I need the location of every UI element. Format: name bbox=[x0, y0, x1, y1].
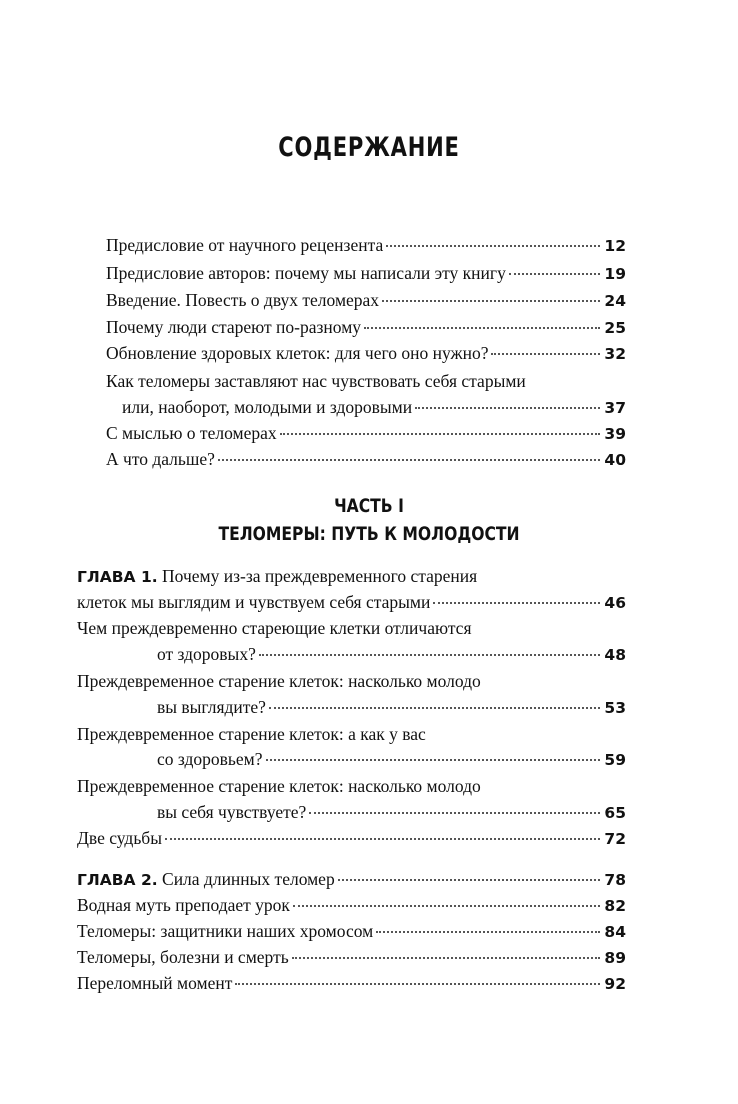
toc-page-number: 72 bbox=[604, 830, 626, 848]
toc-entry-text: Предисловие от научного рецензента bbox=[106, 235, 384, 255]
toc-page-number: 46 bbox=[604, 594, 626, 612]
part-title: ТЕЛОМЕРЫ: ПУТЬ К МОЛОДОСТИ bbox=[218, 523, 520, 545]
toc-entry[interactable] bbox=[106, 448, 626, 471]
toc-entry-text: вы себя чувствуете? bbox=[157, 802, 307, 822]
toc-entry[interactable] bbox=[77, 827, 626, 850]
dot-leader bbox=[293, 905, 601, 907]
toc-entry-text: А что дальше? bbox=[106, 449, 215, 469]
dot-leader bbox=[386, 245, 600, 247]
chapter-title: Сила длинных теломер bbox=[162, 869, 335, 889]
toc-page-number: 40 bbox=[604, 451, 626, 469]
toc-entry[interactable] bbox=[106, 234, 626, 257]
chapter-heading[interactable] bbox=[77, 868, 626, 891]
dot-leader bbox=[259, 654, 601, 656]
toc-entry-text: Теломеры: защитники наших хромосом bbox=[77, 921, 374, 941]
toc-entry-text: Преждевременное старение клеток: насколько молодо bbox=[77, 776, 481, 796]
toc-page-number: 84 bbox=[604, 923, 626, 941]
toc-page-number: 24 bbox=[604, 292, 626, 310]
toc-page-number: 32 bbox=[604, 345, 626, 363]
dot-leader bbox=[280, 433, 601, 435]
dot-leader bbox=[382, 300, 600, 302]
toc-page-number: 12 bbox=[604, 237, 626, 255]
toc-page-number: 37 bbox=[604, 399, 626, 417]
dot-leader bbox=[491, 353, 600, 355]
dot-leader bbox=[235, 983, 600, 985]
part-label: ЧАСТЬ I bbox=[334, 495, 404, 517]
dot-leader bbox=[218, 459, 601, 461]
toc-entry-text: С мыслью о теломерах bbox=[106, 423, 277, 443]
dot-leader bbox=[309, 812, 600, 814]
dot-leader bbox=[165, 838, 600, 840]
dot-leader bbox=[338, 879, 601, 881]
toc-page-number: 65 bbox=[604, 804, 626, 822]
toc-entry-text: Водная муть преподает урок bbox=[77, 895, 290, 915]
chapter-label: ГЛАВА 2. bbox=[77, 871, 158, 889]
dot-leader bbox=[433, 602, 600, 604]
toc-page-number: 25 bbox=[604, 319, 626, 337]
toc-entry-text: Переломный момент bbox=[77, 973, 233, 993]
toc-entry[interactable] bbox=[106, 342, 626, 365]
toc-entry[interactable] bbox=[106, 289, 626, 312]
toc-entry[interactable] bbox=[106, 422, 626, 445]
toc-page-number: 78 bbox=[604, 871, 626, 889]
toc-entry[interactable] bbox=[77, 946, 626, 969]
toc-entry-line2[interactable] bbox=[157, 748, 626, 771]
toc-entry[interactable] bbox=[77, 920, 626, 943]
toc-entry-line2[interactable] bbox=[157, 801, 626, 824]
toc-page-number: 89 bbox=[604, 949, 626, 967]
toc-entry-text: вы выглядите? bbox=[157, 697, 266, 717]
toc-entry-text: Чем преждевременно стареющие клетки отличаются bbox=[77, 618, 472, 638]
chapter-title: клеток мы выглядим и чувствуем себя старыми bbox=[77, 592, 431, 612]
toc-page-number: 48 bbox=[604, 646, 626, 664]
toc-entry-line2[interactable] bbox=[157, 696, 626, 719]
toc-entry-line2[interactable] bbox=[157, 643, 626, 666]
toc-entry-text: Предисловие авторов: почему мы написали эту книгу bbox=[106, 263, 506, 283]
toc-page-number: 82 bbox=[604, 897, 626, 915]
toc-page-number: 59 bbox=[604, 751, 626, 769]
dot-leader bbox=[415, 407, 600, 409]
toc-entry-text: от здоровых? bbox=[157, 644, 256, 664]
toc-entry[interactable] bbox=[77, 972, 626, 995]
toc-entry-line1[interactable] bbox=[77, 775, 626, 797]
dot-leader bbox=[364, 327, 600, 329]
toc-entry-text: Две судьбы bbox=[77, 828, 162, 848]
toc-entry-text: Введение. Повесть о двух теломерах bbox=[106, 290, 380, 310]
toc-entry-text: Как теломеры заставляют нас чувствовать себя старыми bbox=[106, 371, 526, 391]
toc-entry[interactable] bbox=[106, 262, 626, 285]
dot-leader bbox=[266, 759, 601, 761]
toc-entry-line2[interactable] bbox=[122, 396, 626, 419]
toc-entry-text: Преждевременное старение клеток: насколько молодо bbox=[77, 671, 481, 691]
toc-entry-text: со здоровьем? bbox=[157, 749, 263, 769]
chapter-heading-line1[interactable] bbox=[77, 565, 626, 588]
toc-page-number: 92 bbox=[604, 975, 626, 993]
chapter-heading-line2[interactable] bbox=[77, 591, 626, 614]
toc-entry[interactable] bbox=[106, 316, 626, 339]
toc-entry-text: Теломеры, болезни и смерть bbox=[77, 947, 289, 967]
dot-leader bbox=[269, 707, 600, 709]
page-title: СОДЕРЖАНИЕ bbox=[278, 132, 460, 163]
toc-page-number: 19 bbox=[604, 265, 626, 283]
toc-entry-line1[interactable] bbox=[106, 370, 626, 392]
dot-leader bbox=[292, 957, 601, 959]
toc-entry-text: или, наоборот, молодыми и здоровыми bbox=[122, 397, 413, 417]
chapter-title: Почему из-за преждевременного старения bbox=[162, 566, 478, 586]
toc-page-number: 39 bbox=[604, 425, 626, 443]
chapter-label: ГЛАВА 1. bbox=[77, 568, 158, 586]
dot-leader bbox=[509, 273, 601, 275]
toc-entry-line1[interactable] bbox=[77, 723, 626, 745]
toc-entry-text: Почему люди стареют по-разному bbox=[106, 317, 362, 337]
toc-entry-line1[interactable] bbox=[77, 670, 626, 692]
toc-entry-line1[interactable] bbox=[77, 617, 626, 639]
toc-page-number: 53 bbox=[604, 699, 626, 717]
dot-leader bbox=[376, 931, 600, 933]
toc-entry-text: Обновление здоровых клеток: для чего оно нужно? bbox=[106, 343, 489, 363]
toc-entry-text: Преждевременное старение клеток: а как у вас bbox=[77, 724, 426, 744]
toc-entry[interactable] bbox=[77, 894, 626, 917]
